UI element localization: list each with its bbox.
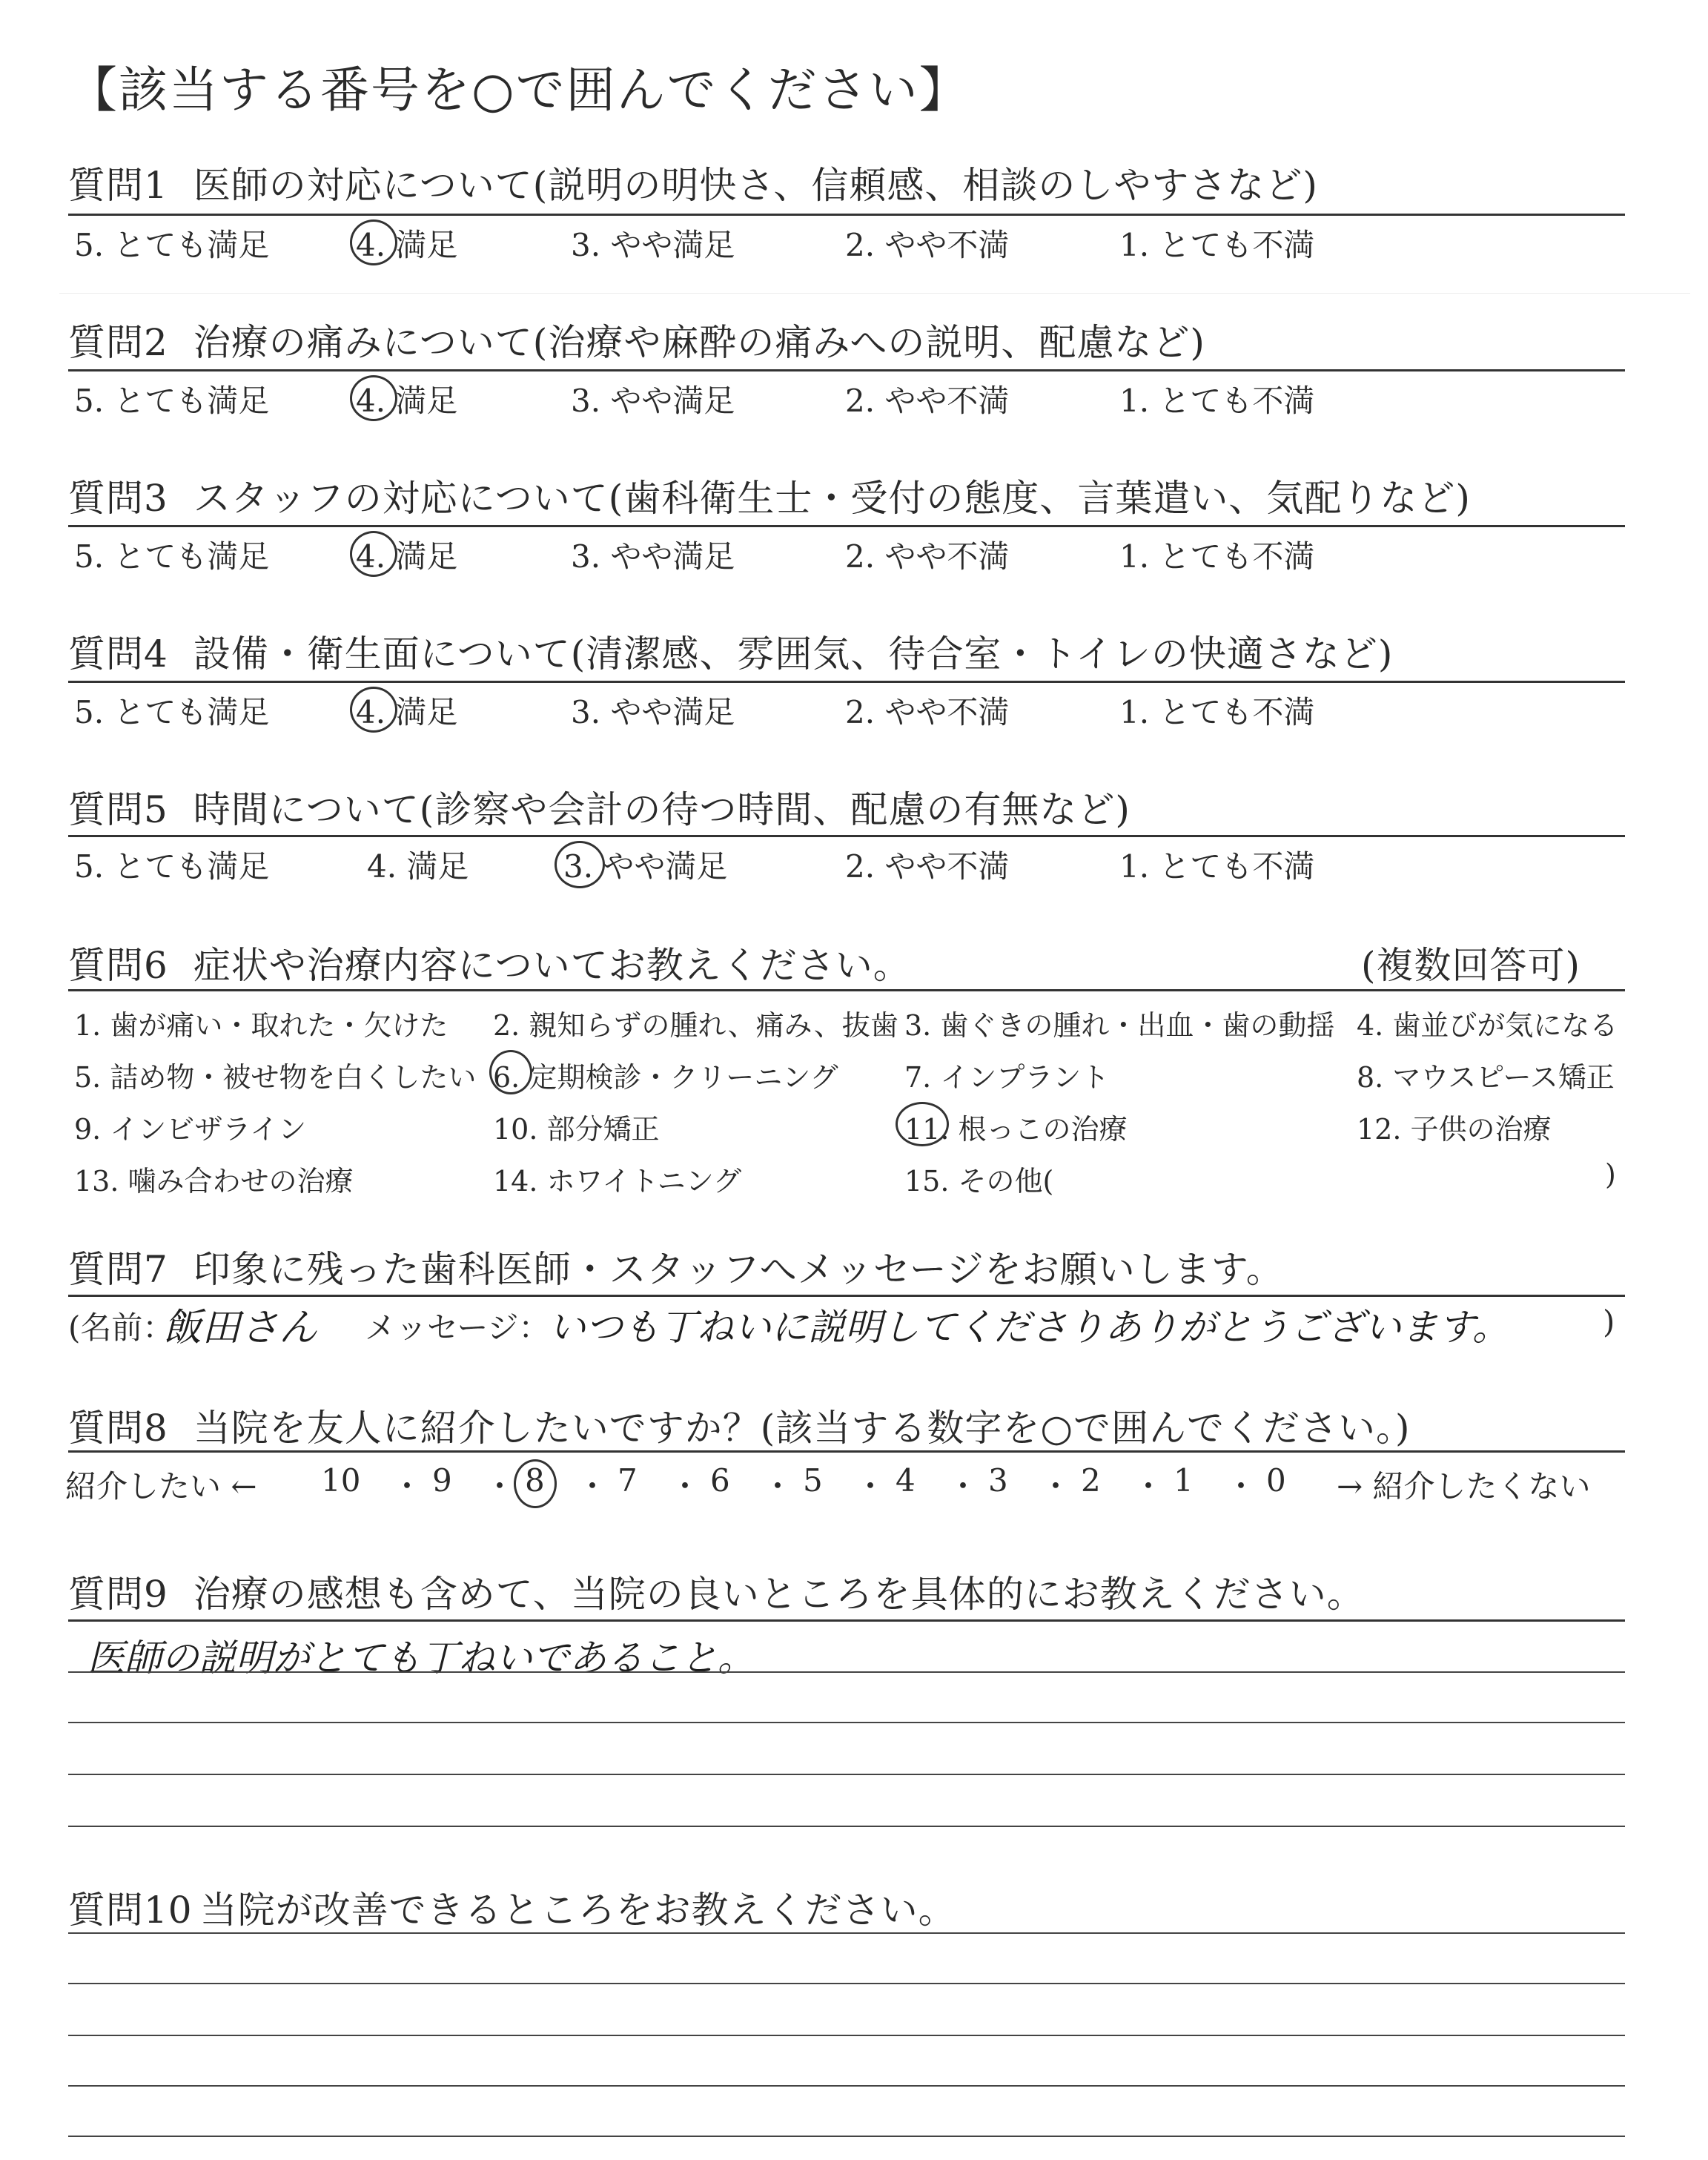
divider — [68, 369, 1625, 371]
scale-value[interactable]: 5 — [803, 1462, 823, 1499]
q6-option[interactable]: 2. 親知らずの腫れ、痛み、抜歯 — [493, 1009, 898, 1042]
q6-option[interactable]: 9. インビザライン — [74, 1113, 307, 1146]
divider — [68, 989, 1625, 991]
option-4[interactable]: 4. 満足 — [356, 383, 458, 419]
answer-line — [68, 1722, 1625, 1723]
question-10 — [68, 1880, 956, 1934]
scale-value[interactable]: 10 — [321, 1462, 361, 1499]
scale-value[interactable]: 2 — [1081, 1462, 1101, 1499]
q6-option[interactable]: 6. 定期検診・クリーニング — [493, 1061, 838, 1094]
option-2[interactable]: 2. やや不満 — [845, 848, 1010, 885]
selection-circle — [350, 375, 397, 421]
option-1[interactable]: 1. とても不満 — [1119, 383, 1315, 419]
q7-message-row — [68, 1299, 1632, 1358]
scale-value[interactable]: 6 — [710, 1462, 730, 1499]
q6-options-grid — [74, 1003, 1631, 1225]
option-3[interactable]: 3. やや満足 — [571, 227, 735, 263]
scale-value[interactable]: 1 — [1174, 1462, 1194, 1499]
selection-circle — [350, 531, 397, 577]
multiple-answer-note: (複数回答可) — [1361, 944, 1581, 987]
faint-line — [59, 293, 1690, 294]
question-number: 質問3 — [68, 477, 168, 520]
answer-line — [68, 2085, 1625, 2087]
option-2[interactable]: 2. やや不満 — [845, 383, 1010, 419]
option-1[interactable]: 1. とても不満 — [1119, 227, 1315, 263]
scale-right-label: → 紹介したくない — [1337, 1468, 1591, 1505]
question-9 — [68, 1565, 1365, 1618]
q6-option[interactable]: 13. 噛み合わせの治療 — [74, 1165, 354, 1198]
divider — [68, 681, 1625, 683]
option-5[interactable]: 5. とても満足 — [74, 538, 270, 575]
question-text: スタッフの対応について(歯科衛生士・受付の態度、言葉遣い、気配りなど) — [193, 477, 1471, 520]
message-label: メッセージ： — [365, 1309, 550, 1346]
question-number: 質問10 — [68, 1889, 193, 1932]
option-4[interactable]: 4. 満足 — [356, 227, 458, 263]
question-number: 質問5 — [68, 788, 168, 831]
question-number: 質問9 — [68, 1573, 168, 1616]
option-4[interactable]: 4. 満足 — [356, 538, 458, 575]
selection-circle — [555, 841, 605, 888]
q6-option[interactable]: 8. マウスピース矯正 — [1357, 1061, 1615, 1094]
q6-option[interactable]: 14. ホワイトニング — [493, 1165, 742, 1198]
question-text: 設備・衛生面について(清潔感、雰囲気、待合室・トイレの快適さなど) — [193, 633, 1394, 676]
question-6 — [68, 936, 911, 989]
question-number: 質問2 — [68, 321, 168, 364]
q6-option[interactable]: 10. 部分矯正 — [493, 1113, 660, 1146]
question-text: 当院が改善できるところをお教えください。 — [199, 1889, 956, 1932]
question-text: 症状や治療内容についてお教えください。 — [193, 944, 911, 987]
question-1 — [68, 156, 1318, 209]
option-5[interactable]: 5. とても満足 — [74, 227, 270, 263]
question-text: 治療の感想も含めて、当院の良いところを具体的にお教えください。 — [193, 1573, 1365, 1616]
option-1[interactable]: 1. とても不満 — [1119, 694, 1315, 730]
selection-circle — [514, 1459, 557, 1508]
question-text: 医師の対応について(説明の明快さ、信頼感、相談のしやすさなど) — [193, 164, 1318, 207]
question-4 — [68, 624, 1393, 678]
option-1[interactable]: 1. とても不満 — [1119, 538, 1315, 575]
answer-line — [68, 1671, 1625, 1673]
question-number: 質問1 — [68, 164, 168, 207]
option-3[interactable]: 3. やや満足 — [571, 538, 735, 575]
name-label: (名前： — [68, 1309, 174, 1346]
option-4[interactable]: 4. 満足 — [356, 694, 458, 730]
q6-option[interactable]: 3. 歯ぐきの腫れ・出血・歯の動揺 — [904, 1009, 1335, 1042]
recommend-scale: 紹介したい ← 10 ・ 9 ・ 8 ・ 7 ・ 6 ・ 5 ・ 4 ・ 3 ・ 2 ・ 1 ・ 0 → 紹介したくない — [65, 1462, 1629, 1507]
q6-option[interactable]: 15. その他( — [904, 1165, 1054, 1198]
scale-left-label: 紹介したい ← — [65, 1468, 257, 1505]
question-text: 印象に残った歯科医師・スタッフへメッセージをお願いします。 — [193, 1248, 1284, 1291]
answer-line — [68, 2035, 1625, 2036]
q9-answer[interactable]: 医師の説明がとても丁ねいであること。 — [87, 1636, 755, 1680]
message-close-paren: ) — [1603, 1304, 1615, 1340]
q6-option[interactable]: 4. 歯並びが気になる — [1357, 1009, 1618, 1042]
option-1[interactable]: 1. とても不満 — [1119, 848, 1315, 885]
q6-option[interactable]: 1. 歯が痛い・取れた・欠けた — [74, 1009, 448, 1042]
selection-circle — [350, 219, 397, 265]
divider — [68, 1450, 1625, 1453]
scale-value[interactable]: 7 — [618, 1462, 638, 1499]
q6-other-close-paren: ) — [1605, 1158, 1616, 1191]
option-5[interactable]: 5. とても満足 — [74, 848, 270, 885]
question-text: 当院を友人に紹介したいですか？(該当する数字を○で囲んでください。) — [193, 1407, 1411, 1450]
selection-circle — [350, 687, 397, 733]
answer-line — [68, 1983, 1625, 1984]
option-3[interactable]: 3. やや満足 — [571, 383, 735, 419]
answer-line — [68, 1932, 1625, 1934]
scale-value[interactable]: 3 — [988, 1462, 1008, 1499]
q6-option[interactable]: 11. 根っこの治療 — [904, 1113, 1128, 1146]
option-5[interactable]: 5. とても満足 — [74, 694, 270, 730]
q6-option[interactable]: 5. 詰め物・被せ物を白くしたい — [74, 1061, 477, 1094]
question-number: 質問7 — [68, 1248, 168, 1291]
option-2[interactable]: 2. やや不満 — [845, 227, 1010, 263]
answer-line — [68, 2136, 1625, 2137]
question-number: 質問6 — [68, 944, 168, 987]
name-value[interactable]: 飯田さん — [163, 1306, 318, 1350]
scale-value[interactable]: 9 — [432, 1462, 452, 1499]
scale-value[interactable]: 0 — [1266, 1462, 1286, 1499]
selection-circle — [489, 1050, 532, 1094]
answer-line — [68, 1826, 1625, 1827]
divider — [68, 1619, 1625, 1622]
divider — [68, 214, 1625, 216]
question-number: 質問4 — [68, 633, 168, 676]
q6-option[interactable]: 12. 子供の治療 — [1357, 1113, 1552, 1146]
scale-value[interactable]: 8 — [525, 1462, 545, 1499]
option-3[interactable]: 3. やや満足 — [571, 694, 735, 730]
question-3 — [68, 469, 1471, 522]
question-text: 治療の痛みについて(治療や麻酔の痛みへの説明、配慮など) — [193, 321, 1205, 364]
option-5[interactable]: 5. とても満足 — [74, 383, 270, 419]
scale-value[interactable]: 4 — [896, 1462, 916, 1499]
question-7 — [68, 1240, 1284, 1293]
form-title: 【該当する番号を○で囲んでください】 — [68, 62, 970, 119]
option-2[interactable]: 2. やや不満 — [845, 538, 1010, 575]
question-number: 質問8 — [68, 1407, 168, 1450]
answer-line — [68, 1774, 1625, 1775]
question-5 — [68, 780, 1131, 833]
q6-option[interactable]: 7. インプラント — [904, 1061, 1110, 1094]
divider — [68, 525, 1625, 527]
selection-circle — [896, 1102, 949, 1146]
question-8 — [68, 1398, 1410, 1452]
question-text: 時間について(診察や会計の待つ時間、配慮の有無など) — [193, 788, 1131, 831]
question-2 — [68, 313, 1205, 366]
divider — [68, 835, 1625, 837]
message-value[interactable]: いつも丁ねいに説明してくださりありがとうございます。 — [549, 1306, 1509, 1349]
option-4[interactable]: 4. 満足 — [367, 848, 469, 885]
option-3[interactable]: 3. やや満足 — [563, 848, 728, 885]
option-2[interactable]: 2. やや不満 — [845, 694, 1010, 730]
